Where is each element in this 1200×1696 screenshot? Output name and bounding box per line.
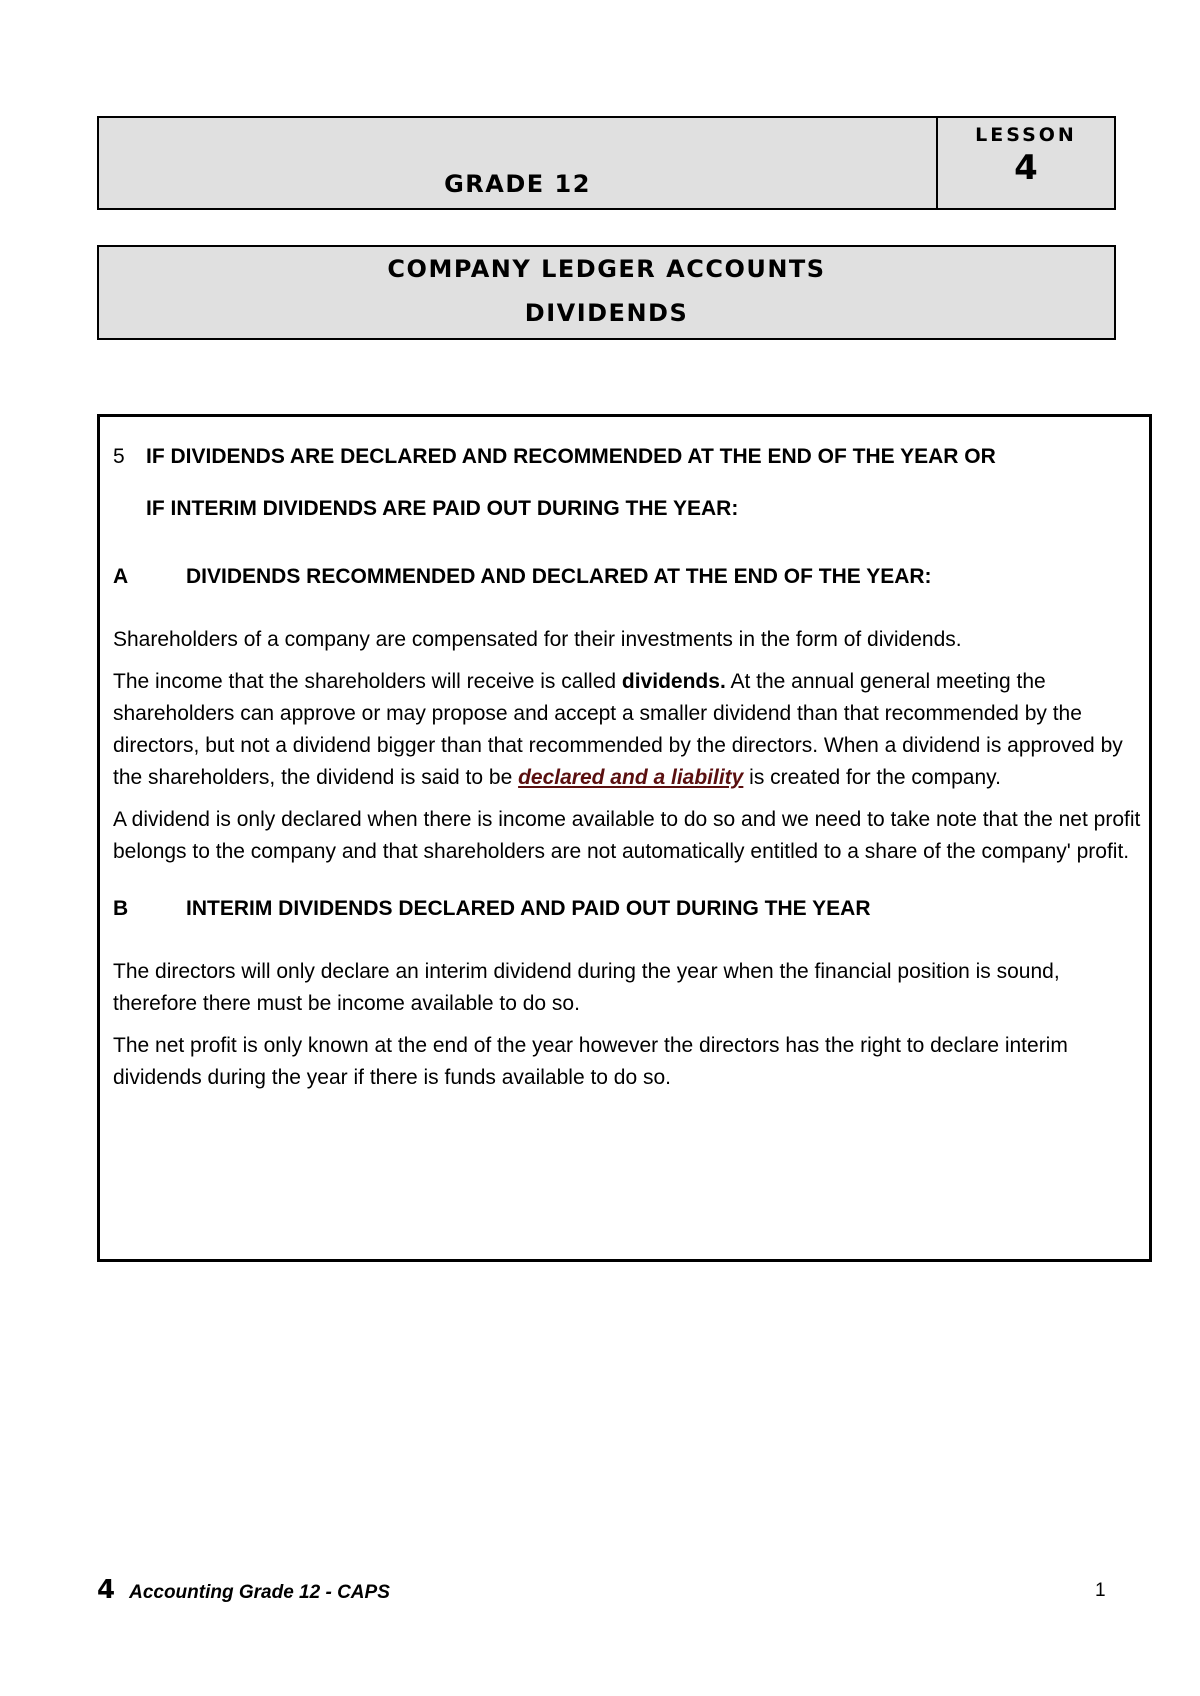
footer-lesson-number: 4 xyxy=(97,1575,116,1605)
lesson-number: 4 xyxy=(1014,148,1038,188)
lesson-label: LESSON xyxy=(975,124,1077,146)
lesson-cell xyxy=(936,118,1114,208)
part-a-title: DIVIDENDS RECOMMENDED AND DECLARED AT THE END OF THE YEAR: xyxy=(186,565,932,588)
part-a-heading xyxy=(113,562,1143,592)
page-number: 1 xyxy=(1095,1580,1106,1601)
title-sub: DIVIDENDS xyxy=(524,299,689,327)
part-a-paragraph-2: The income that the shareholders will receive is called dividends. At the annual general meeting the shareholders can approve or may propose and accept a smaller dividend than that recommended by the directors, but not a dividend bigger than that recommended by the directors. When a dividend is approved by the shareholders, the dividend is said to be declared and a liability is created for the company. xyxy=(113,670,1123,789)
title-main: COMPANY LEDGER ACCOUNTS xyxy=(387,255,826,283)
section-number: 5 xyxy=(113,445,125,468)
part-b-paragraph-2: The net profit is only known at the end of the year however the directors has the right to declare interim dividends during the year if there is funds available to do so. xyxy=(113,1034,1068,1089)
grade-label: GRADE 12 xyxy=(444,170,591,198)
section-heading xyxy=(113,442,1143,472)
part-a-paragraph-1: Shareholders of a company are compensated for their investments in the form of dividends. xyxy=(113,628,962,651)
part-b-heading xyxy=(113,894,1143,924)
content-body xyxy=(113,442,1143,1094)
term-dividends: dividends. xyxy=(621,670,726,693)
section-heading-line1: IF DIVIDENDS ARE DECLARED AND RECOMMENDED AT THE END OF THE YEAR OR xyxy=(146,445,996,468)
title-box xyxy=(97,245,1116,340)
part-b-paragraph-1: The directors will only declare an interim dividend during the year when the financial position is sound, therefore there must be income available to do so. xyxy=(113,960,1060,1015)
header-box xyxy=(97,116,1116,210)
section-heading-line2: IF INTERIM DIVIDENDS ARE PAID OUT DURING THE YEAR: xyxy=(146,497,739,520)
part-a-letter: A xyxy=(113,565,129,588)
content-box xyxy=(97,414,1152,1262)
term-declared-liability: declared and a liability xyxy=(518,766,744,789)
part-a-paragraph-3: A dividend is only declared when there is income available to do so and we need to take note that the net profit belongs to the company and that shareholders are not automatically entitled to a share of the company' profit. xyxy=(113,808,1141,863)
footer-left xyxy=(97,1575,390,1605)
section-heading-2 xyxy=(113,494,1143,524)
part-b-letter: B xyxy=(113,897,129,920)
footer-course-label: Accounting Grade 12 - CAPS xyxy=(129,1582,390,1603)
part-b-title: INTERIM DIVIDENDS DECLARED AND PAID OUT DURING THE YEAR xyxy=(186,897,871,920)
